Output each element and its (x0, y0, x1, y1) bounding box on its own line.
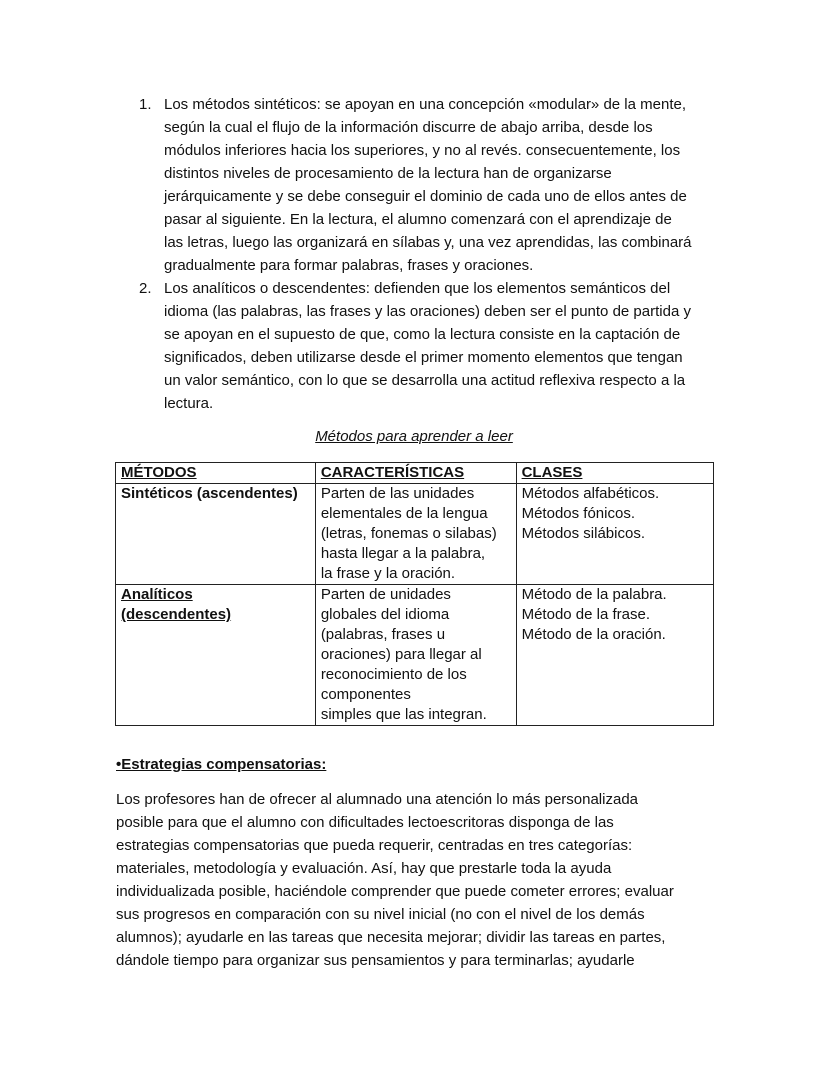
table-row (116, 585, 714, 726)
cell-line: Métodos fónicos. (521, 505, 635, 522)
list-number: 2. (139, 280, 152, 297)
table-caption: Métodos para aprender a leer (315, 428, 513, 445)
text-line: individualizada posible, haciéndole comprender que puede cometer errores; evaluar (116, 883, 674, 900)
cell-line: (palabras, frases u (320, 626, 446, 643)
classes-cell (516, 484, 713, 585)
cell-line: componentes (320, 686, 411, 703)
cell-line: elementales de la lengua (320, 505, 488, 522)
text-line: gradualmente para formar palabras, frases y oraciones. (164, 257, 534, 274)
cell-line: simples que las integran. (320, 706, 487, 723)
text-line: alumnos); ayudarle en las tareas que necesita mejorar; dividir las tareas en partes, (116, 929, 666, 946)
cell-line: reconocimiento de los (320, 666, 467, 683)
text-line: estrategias compensatorias que pueda requerir, centradas en tres categorías: (116, 837, 633, 854)
table-row (116, 484, 714, 585)
text-line: según la cual el flujo de la información discurre de abajo arriba, desde los (164, 119, 653, 136)
text-line: las letras, luego las organizará en sílabas y, una vez aprendidas, las combinará (164, 234, 692, 251)
text-line: significados, deben utilizarse desde el primer momento elementos que tengan (164, 349, 683, 366)
header-methods: MÉTODOS (116, 463, 316, 484)
cell-line: Sintéticos (ascendentes) (121, 485, 298, 502)
method-cell (116, 484, 316, 585)
cell-line: Métodos silábicos. (521, 525, 645, 542)
method-cell (116, 585, 316, 726)
cell-line: globales del idioma (320, 606, 450, 623)
text-line: lectura. (164, 395, 214, 412)
text-line: se apoyan en el supuesto de que, como la lectura consiste en la captación de (164, 326, 681, 343)
cell-line: oraciones) para llegar al (320, 646, 482, 663)
text-line: pasar al siguiente. En la lectura, el alumno comenzará con el aprendizaje de (164, 211, 672, 228)
text-line: idioma (las palabras, las frases y las oraciones) deben ser el punto de partida y (164, 303, 691, 320)
text-line: posible para que el alumno con dificultades lectoescritoras disponga de las (116, 814, 614, 831)
header-classes: CLASES (516, 463, 713, 484)
classes-cell (516, 585, 713, 726)
text-line: dándole tiempo para organizar sus pensamientos y para terminarlas; ayudarle (116, 952, 635, 969)
text-line: distintos niveles de procesamiento de la lectura han de organizarse (164, 165, 612, 182)
characteristics-cell (315, 585, 516, 726)
cell-line: hasta llegar a la palabra, (320, 545, 486, 562)
cell-line: Métodos alfabéticos. (521, 485, 660, 502)
text-line: Los métodos sintéticos: se apoyan en una concepción «modular» de la mente, (164, 96, 686, 113)
text-line: módulos inferiores hacia los superiores, y no al revés. consecuentemente, los (164, 142, 681, 159)
text-line: materiales, metodología y evaluación. Así, hay que prestarle toda la ayuda (116, 860, 612, 877)
list-item-analytic (139, 277, 762, 415)
header-characteristics: CARACTERÍSTICAS (315, 463, 516, 484)
text-line: sus progresos en comparación con su nivel inicial (no con el nivel de los demás (116, 906, 645, 923)
cell-line: la frase y la oración. (320, 565, 456, 582)
text-line: un valor semántico, con lo que se desarrolla una actitud reflexiva respecto a la (164, 372, 686, 389)
cell-line: Parten de las unidades (320, 485, 475, 502)
cell-line: Analíticos (121, 586, 193, 603)
text-line: Los profesores han de ofrecer al alumnado una atención lo más personalizada (116, 791, 638, 808)
text-line: jerárquicamente y se debe conseguir el dominio de cada uno de ellos antes de (164, 188, 687, 205)
characteristics-cell (315, 484, 516, 585)
methods-table (115, 462, 714, 726)
cell-line: (letras, fonemas o silabas) (320, 525, 497, 542)
section-paragraph (116, 788, 736, 972)
list-number: 1. (139, 96, 152, 113)
list-item-synthetic (139, 93, 762, 277)
section-title: •Estrategias compensatorias: (116, 756, 327, 773)
table-header-row (116, 463, 714, 484)
cell-line: Método de la oración. (521, 626, 666, 643)
cell-line: Parten de unidades (320, 586, 451, 603)
cell-line: (descendentes) (121, 606, 232, 623)
text-line: Los analíticos o descendentes: defienden que los elementos semánticos del (164, 280, 671, 297)
methods-list (116, 93, 762, 415)
cell-line: Método de la frase. (521, 606, 651, 623)
cell-line: Método de la palabra. (521, 586, 667, 603)
